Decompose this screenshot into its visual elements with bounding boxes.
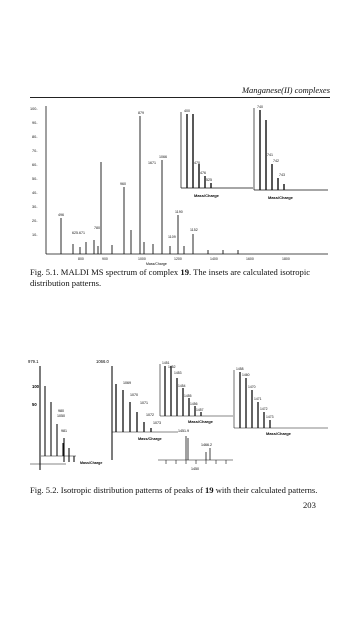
fig1-peak-label-7: 1109 <box>168 235 176 239</box>
fig1-y-tick-6: 40- <box>32 191 38 195</box>
fig2-y50: 50 <box>32 402 37 407</box>
fig2-insetA-peak-4: 1455 <box>184 394 192 398</box>
svg-text:1069: 1069 <box>123 381 131 385</box>
fig1-inset2-peak-1: 741 <box>267 153 273 157</box>
svg-text:1070: 1070 <box>130 393 138 397</box>
fig2-insetB-peak-0: 1458 <box>236 367 244 371</box>
fig1-x-tick-2: 1000 <box>138 257 146 261</box>
svg-text:Mass/Charge: Mass/Charge <box>194 193 219 198</box>
fig1-y-tick-0: 100- <box>30 107 38 111</box>
header-rule <box>30 97 330 98</box>
fig2-insetA-peak-6: 1457 <box>196 408 204 412</box>
fig2-insetA-peak-2: 1453 <box>174 371 182 375</box>
fig1-peak-label-2: 780 <box>94 226 100 230</box>
fig1-peak-label-6: 1190 <box>175 210 183 214</box>
fig1-y-tick-5: 50- <box>32 177 38 181</box>
fig2-insetA-peak-5: 1456 <box>190 402 198 406</box>
fig1-inset2-peak-3: 743 <box>279 173 285 177</box>
svg-text:1071: 1071 <box>140 401 148 405</box>
svg-text:Mass/Charge: Mass/Charge <box>138 437 162 441</box>
svg-text:Mass/Charge: Mass/Charge <box>80 461 103 465</box>
figure-2-spectra <box>28 360 332 472</box>
fig1-y-tick-7: 30- <box>32 205 38 209</box>
fig2-insetA-peak-1: 1452 <box>168 365 176 369</box>
fig2-insetB-peak-3: 1471 <box>254 397 262 401</box>
fig1-y-tick-8: 20- <box>32 219 38 223</box>
fig2-insetB-peak-1: 1460 <box>242 373 250 377</box>
svg-text:1072: 1072 <box>146 413 154 417</box>
svg-text:1073: 1073 <box>153 421 161 425</box>
fig1-x-tick-5: 1600 <box>246 257 254 261</box>
svg-text:981: 981 <box>61 429 67 433</box>
fig1-x-tick-0: 800 <box>78 257 84 261</box>
page-number: 203 <box>303 500 316 510</box>
fig1-inset1-peak-1: 470 <box>194 161 200 165</box>
fig1-inset-2 <box>254 105 328 200</box>
fig2-inset-a <box>160 361 233 424</box>
fig2-insetB-peak-2: 1470 <box>248 385 256 389</box>
fig1-y-tick-9: 10- <box>32 233 38 237</box>
fig1-inset1-peak-3: 525 <box>206 178 212 182</box>
fig1-x-label: Mass/Charge <box>146 262 167 266</box>
running-header: Manganese(II) complexes <box>241 85 330 95</box>
fig1-peak-label-4: 960 <box>120 182 126 186</box>
fig2-insetB-peak-4: 1472 <box>260 407 268 411</box>
fig1-inset1-peak-2: 476 <box>200 171 206 175</box>
fig1-inset2-peak-0: 740 <box>257 105 263 109</box>
figure-1-caption: Fig. 5.1. MALDI MS spectrum of complex 19. The insets are calculated isotropic distribution patterns. <box>30 267 311 288</box>
figure-1-spectrum <box>28 104 332 266</box>
svg-text:1451.9: 1451.9 <box>178 429 189 433</box>
svg-text:980: 980 <box>58 409 64 413</box>
fig1-peak-label-9: 1152 <box>190 228 198 232</box>
fig2-label-1066: 1066.0 <box>96 360 109 364</box>
fig1-x-tick-6: 1800 <box>282 257 290 261</box>
fig1-peak-label-1: 625.671 <box>72 231 85 235</box>
svg-text:Mass/Charge: Mass/Charge <box>188 419 213 424</box>
svg-text:1050: 1050 <box>57 414 65 418</box>
fig1-peak-label-0: 496 <box>58 213 64 217</box>
fig1-inset2-peak-2: 742 <box>273 159 279 163</box>
fig1-inset-1 <box>181 109 253 198</box>
fig1-peak-label-8: 1671 <box>148 161 156 165</box>
fig1-y-tick-3: 70- <box>32 149 38 153</box>
svg-text:1466.2: 1466.2 <box>201 443 212 447</box>
fig1-peak-label-3: 879 <box>138 111 144 115</box>
fig2-insetB-peak-5: 1473 <box>266 415 274 419</box>
fig2-insetA-peak-0: 1451 <box>162 361 170 365</box>
fig1-x-tick-3: 1200 <box>174 257 182 261</box>
fig1-y-tick-1: 90- <box>32 121 38 125</box>
svg-text:Mass/Charge: Mass/Charge <box>268 195 293 200</box>
svg-text:1450: 1450 <box>191 467 199 471</box>
svg-text:Mass/Charge: Mass/Charge <box>266 431 291 436</box>
fig2-inset-b <box>234 367 328 436</box>
fig2-label-979: 979.1 <box>28 360 39 364</box>
fig1-inset1-peak-0: 400 <box>184 109 190 113</box>
fig1-x-tick-4: 1400 <box>210 257 218 261</box>
fig2-insetA-peak-3: 1454 <box>178 384 186 388</box>
fig1-y-tick-4: 60- <box>32 163 38 167</box>
fig1-x-tick-1: 900 <box>102 257 108 261</box>
fig2-y100: 100 <box>32 384 39 389</box>
fig1-peak-label-5: 1066 <box>159 155 167 159</box>
figure-2-caption: Fig. 5.2. Isotropic distribution patterns of peaks of 19 with their calculated patterns. <box>30 485 318 495</box>
fig1-y-tick-2: 80- <box>32 135 38 139</box>
